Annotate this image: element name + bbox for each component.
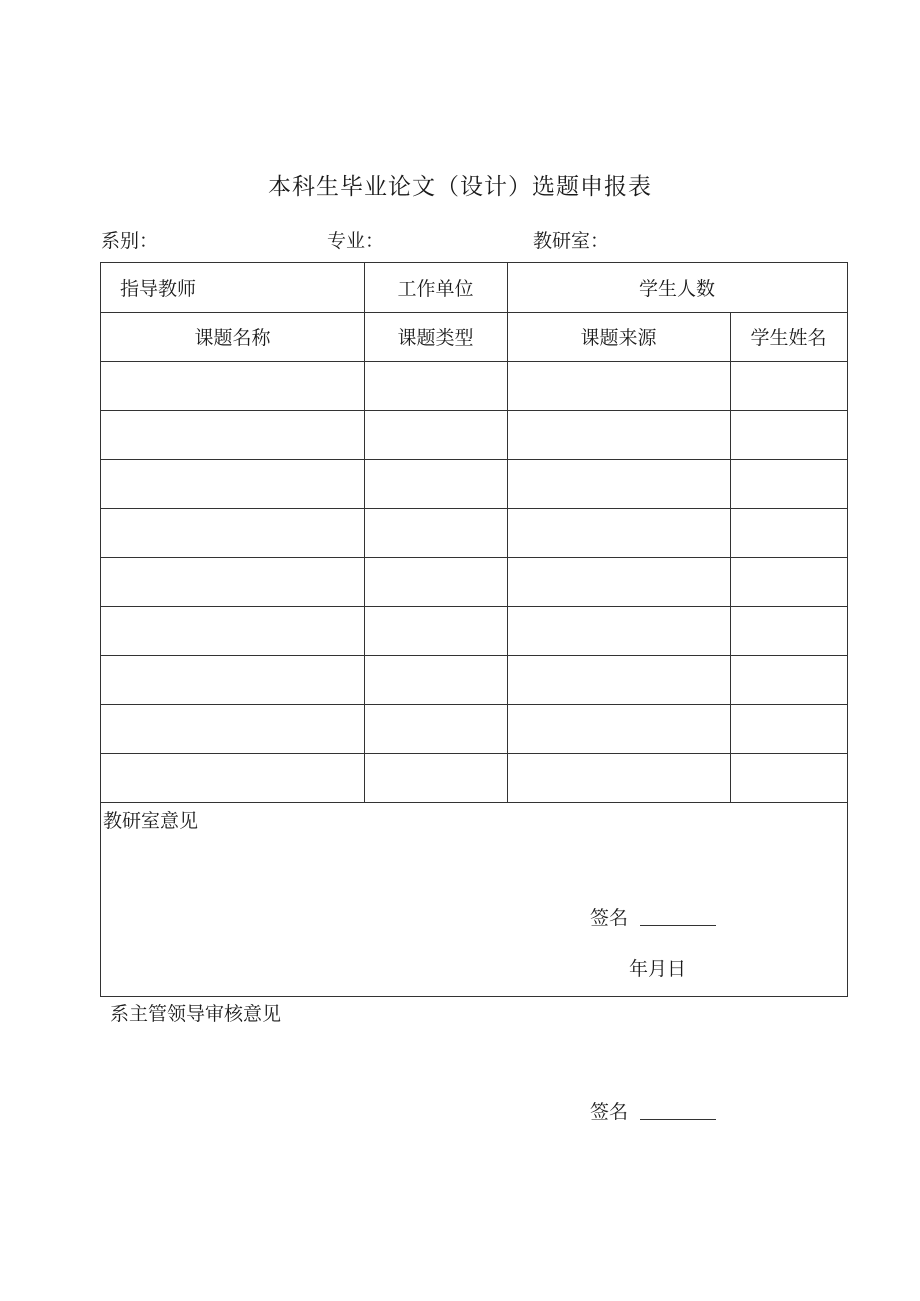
table-cell[interactable]: [364, 655, 507, 704]
leader-signature: [590, 1097, 716, 1124]
table-row: [101, 459, 847, 508]
office-signature: [590, 903, 716, 930]
table-cell[interactable]: [730, 655, 847, 704]
column-header: 学生姓名: [750, 327, 827, 349]
table-row: [101, 410, 847, 459]
table-cell[interactable]: [730, 459, 847, 508]
table-cell[interactable]: [730, 410, 847, 459]
office-signature-label: 签名: [590, 907, 629, 929]
table-cell[interactable]: [364, 410, 507, 459]
table-cell[interactable]: [507, 459, 730, 508]
table-cell[interactable]: [507, 753, 730, 802]
table-cell[interactable]: [101, 655, 364, 704]
table-cell[interactable]: [364, 361, 507, 410]
table-cell[interactable]: [730, 704, 847, 753]
table-cell[interactable]: [101, 753, 364, 802]
form-table: [100, 262, 848, 997]
table-cell[interactable]: [364, 508, 507, 557]
table-cell[interactable]: [507, 704, 730, 753]
table-cell[interactable]: [364, 459, 507, 508]
leader-signature-line[interactable]: [640, 1105, 716, 1120]
workplace-label: 工作单位: [397, 278, 474, 300]
leader-opinion-label: 系主管领导审核意见: [110, 1003, 282, 1025]
row-divider: [101, 802, 847, 803]
office-signature-line[interactable]: [640, 911, 716, 926]
table-cell[interactable]: [101, 557, 364, 606]
department-label: 系别：: [101, 230, 159, 252]
column-header: 课题名称: [194, 327, 271, 349]
table-cell[interactable]: [101, 704, 364, 753]
column-header: 课题类型: [397, 327, 474, 349]
table-cell[interactable]: [730, 606, 847, 655]
table-cell[interactable]: [730, 753, 847, 802]
table-cell[interactable]: [507, 361, 730, 410]
table-cell[interactable]: [101, 410, 364, 459]
column-header: 课题来源: [580, 327, 657, 349]
advisor-label: 指导教师: [120, 278, 197, 300]
table-cell[interactable]: [364, 606, 507, 655]
table-cell[interactable]: [730, 361, 847, 410]
office-opinion-label: 教研室意见: [103, 810, 199, 832]
table-cell[interactable]: [730, 508, 847, 557]
table-cell[interactable]: [101, 606, 364, 655]
table-row: [101, 557, 847, 606]
major-label: 专业：: [327, 230, 385, 252]
table-cell[interactable]: [507, 606, 730, 655]
table-cell[interactable]: [364, 557, 507, 606]
office-date-label: 年月日: [629, 958, 687, 980]
table-row: [101, 753, 847, 802]
student-count-label: 学生人数: [638, 278, 715, 300]
table-row: [101, 508, 847, 557]
table-row: [101, 361, 847, 410]
table-cell[interactable]: [507, 410, 730, 459]
table-row: [101, 606, 847, 655]
leader-signature-label: 签名: [590, 1101, 629, 1123]
table-cell[interactable]: [507, 508, 730, 557]
office-label: 教研室：: [533, 230, 610, 252]
table-cell[interactable]: [101, 361, 364, 410]
table-row: [101, 704, 847, 753]
table-cell[interactable]: [101, 508, 364, 557]
table-cell[interactable]: [364, 704, 507, 753]
table-cell[interactable]: [507, 557, 730, 606]
form-title: 本科生毕业论文（设计）选题申报表: [268, 174, 652, 200]
table-cell[interactable]: [507, 655, 730, 704]
table-cell[interactable]: [730, 557, 847, 606]
table-cell[interactable]: [101, 459, 364, 508]
table-row: [101, 655, 847, 704]
table-cell[interactable]: [364, 753, 507, 802]
